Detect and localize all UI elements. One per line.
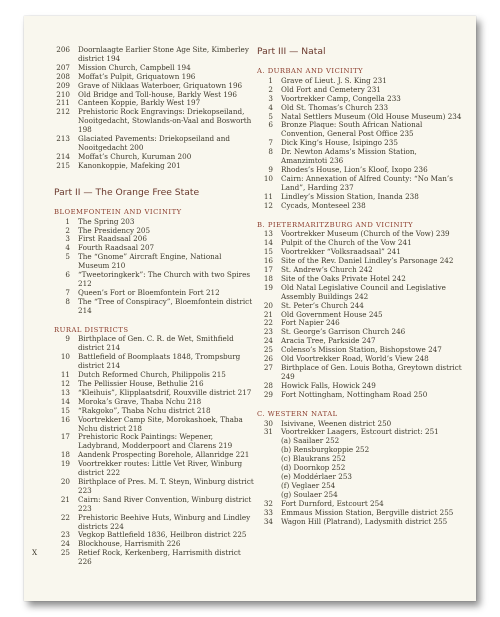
entry-text: Doornlaagte Earlier Stone Age Site, Kimberley district 194 — [78, 45, 249, 63]
entry-text: Queen’s Fort or Bloemfontein Fort 212 — [78, 287, 220, 297]
entry-number: 29 — [263, 389, 273, 399]
entry-number: 22 — [60, 512, 70, 522]
entry-number: 24 — [60, 539, 70, 549]
entry-text: Aracia Tree, Parkside 247 — [281, 336, 376, 346]
entry-number: 20 — [263, 300, 273, 310]
toc-entry — [257, 364, 462, 382]
entry-number: 210 — [56, 89, 70, 99]
entry-number: 24 — [263, 336, 273, 346]
entry-number: 12 — [263, 200, 273, 210]
entry-number: 21 — [263, 309, 273, 319]
entry-number: 209 — [56, 80, 70, 90]
entry-number: 16 — [263, 256, 273, 266]
entry-text: Fort Napier 246 — [281, 318, 340, 328]
spacer — [54, 171, 254, 187]
entry-number: 17 — [263, 265, 273, 275]
entry-number: 11 — [60, 370, 70, 380]
entry-text: Colenso’s Mission Station, Bishopstowe 247 — [281, 345, 442, 355]
entry-number: 7 — [65, 287, 70, 297]
toc-entry — [54, 416, 254, 434]
entry-text: Emmaus Mission Station, Bergville district 255 — [281, 507, 454, 517]
entry-number: 31 — [263, 427, 273, 437]
entry-number: 18 — [263, 273, 273, 283]
entry-number: 14 — [263, 238, 273, 248]
entry-text: The “Gnome” Aircraft Engine, National Museum 210 — [78, 252, 222, 271]
entry-number: 19 — [60, 459, 70, 469]
entry-number: 27 — [263, 363, 273, 372]
entry-text: Voortrekker Museum (Church of the Vow) 239 — [281, 229, 450, 239]
entry-text: Voortrekker Laagers, Estcourt district: 251 — [281, 427, 439, 437]
entry-number: 6 — [65, 270, 70, 280]
entry-number: 5 — [65, 252, 70, 262]
entry-text: Moffat’s Church, Kuruman 200 — [78, 151, 192, 161]
entry-number: 9 — [65, 334, 70, 344]
entry-number: 215 — [56, 160, 70, 170]
entry-text: Old St. Thomas’s Church 233 — [281, 102, 389, 112]
entry-number: 18 — [60, 450, 70, 460]
entry-text: St. Peter’s Church 244 — [281, 300, 364, 310]
entry-text: Old Natal Legislative Council and Legislative Assembly Buildings 242 — [281, 282, 446, 301]
spacer — [257, 211, 462, 217]
entry-text: Old Government House 245 — [281, 309, 383, 319]
entry-number: 1 — [268, 75, 273, 85]
entry-text: (a) Saailaer 252 — [281, 436, 340, 446]
entry-text: Prehistoric Rock Paintings: Wepener, Ladybrand, Modderpoort and Clarens 219 — [78, 432, 233, 451]
entry-number: 16 — [60, 414, 70, 424]
entry-number: 22 — [263, 318, 273, 328]
entry-number: 12 — [60, 379, 70, 388]
entry-number: 13 — [60, 387, 70, 397]
entry-text: Wagon Hill (Platrand), Ladysmith district 255 — [281, 516, 448, 526]
entry-number: 32 — [263, 498, 273, 508]
toc-entry — [257, 518, 462, 527]
entry-text: Glaciated Pavements: Driekopseiland and Nooitgedacht 200 — [78, 134, 230, 152]
entry-number: 8 — [65, 296, 70, 306]
entry-text: Cairn: Sand River Convention, Winburg district 223 — [78, 494, 252, 513]
entry-text: Prehistoric Rock Engravings: Driekopseiland, Nooitgedacht, Stowlands-on-Vaal and Bosworth 198 — [78, 107, 252, 135]
toc-entry — [54, 162, 254, 171]
toc-entry — [54, 514, 254, 532]
entry-number: 212 — [56, 107, 70, 117]
toc-entry — [54, 135, 254, 153]
entry-text: Blockhouse, Harrismith 226 — [78, 539, 181, 549]
toc-entry — [54, 108, 254, 135]
entry-number: 30 — [263, 418, 273, 428]
spacer — [54, 316, 254, 322]
entry-number: 25 — [263, 345, 273, 355]
entry-text: The Pellissier House, Bethulie 216 — [78, 379, 204, 388]
entry-number: 9 — [268, 164, 273, 174]
entry-text: Canteen Koppie, Barkly West 197 — [78, 98, 201, 108]
entry-number: 23 — [263, 327, 273, 337]
toc-entry — [54, 353, 254, 371]
entry-text: Voortrekker Camp Site, Morokashoek, Thaba Nchu district 218 — [78, 414, 243, 433]
entry-number: 20 — [60, 476, 70, 486]
entry-text: Birthplace of Gen. C. R. de Wet, Smithfield district 214 — [78, 334, 234, 353]
entry-text: Fort Durnford, Estcourt 254 — [281, 498, 384, 508]
section-title: C. WESTERN NATAL — [257, 409, 338, 418]
entry-number: 3 — [268, 93, 273, 103]
entry-number: 4 — [65, 243, 70, 253]
toc-entry — [54, 46, 254, 64]
entry-text: St. George’s Garrison Church 246 — [281, 327, 406, 337]
entry-number: 34 — [263, 516, 273, 526]
entry-text: Dick King’s House, Isipingo 235 — [281, 138, 398, 148]
entry-text: Rhodes’s House, Lion’s Kloof, Ixopo 236 — [281, 164, 428, 174]
entry-text: Dr. Newton Adams’s Mission Station, Amanzimtoti 236 — [281, 147, 417, 166]
toc-entry — [54, 335, 254, 353]
section-title: BLOEMFONTEIN AND VICINITY — [54, 207, 182, 216]
spacer — [257, 400, 462, 406]
entry-number: 5 — [268, 111, 273, 121]
margin-mark: X — [32, 548, 38, 558]
entry-text: (f) Veglaer 254 — [281, 480, 336, 490]
entry-text: Natal Settlers Museum (Old House Museum) 234 — [281, 111, 462, 121]
entry-text: St. Andrew’s Church 242 — [281, 265, 373, 275]
entry-text: The Presidency 205 — [78, 225, 151, 235]
entry-text: Birthplace of Gen. Louis Botha, Greytown district 249 — [281, 363, 462, 381]
entry-text: Site of the Rev. Daniel Lindley’s Parsonage 242 — [281, 256, 454, 266]
section-title: B. PIETERMARITZBURG AND VICINITY — [257, 220, 414, 229]
entry-text: Moroka’s Grave, Thaba Nchu 218 — [78, 396, 202, 406]
toc-entry — [257, 121, 462, 139]
entry-text: Dutch Reformed Church, Philippolis 215 — [78, 370, 226, 380]
entry-text: Birthplace of Pres. M. T. Steyn, Winburg district 223 — [78, 476, 254, 495]
toc-entry — [54, 460, 254, 478]
toc-entry — [54, 433, 254, 451]
entry-text: Fourth Raadsaal 207 — [78, 243, 155, 253]
entry-number: 13 — [263, 229, 273, 239]
entry-text: Cairn: Annexation of Alfred County: “No Man’s Land”, Harding 237 — [281, 173, 453, 192]
entry-text: Voortrekker Camp, Congella 233 — [281, 93, 401, 103]
toc-entry — [257, 148, 462, 166]
entry-number: 15 — [60, 405, 70, 415]
entry-text: Howick Falls, Howick 249 — [281, 380, 376, 390]
entry-text: Site of the Oaks Private Hotel 242 — [281, 273, 406, 283]
entry-number: 1 — [65, 216, 70, 226]
entry-text: Prehistoric Beehive Huts, Winburg and Lindley districts 224 — [78, 512, 251, 531]
entry-number: 33 — [263, 507, 273, 517]
entry-number: 211 — [56, 98, 70, 108]
entry-number: 17 — [60, 432, 70, 442]
entry-number: 26 — [263, 354, 273, 364]
entry-text: Fort Nottingham, Nottingham Road 250 — [281, 389, 428, 399]
section-title: A. DURBAN AND VICINITY — [257, 67, 364, 75]
entry-text: “Tweetoringkerk”: The Church with two Spires 212 — [78, 270, 251, 288]
left-column — [32, 45, 254, 567]
entry-text: Bronze Plaque: South African National Convention, General Post Office 235 — [281, 120, 423, 139]
entry-number: 2 — [65, 225, 70, 235]
entry-number: 208 — [56, 71, 70, 81]
entry-text: Pulpit of the Church of the Vow 241 — [281, 238, 412, 248]
part-title: Part III — Natal — [257, 46, 326, 57]
entry-number: 15 — [263, 247, 273, 257]
entry-number: 11 — [263, 191, 273, 201]
entry-text: Old Voortrekker Road, World’s View 248 — [281, 354, 429, 364]
section-title: RURAL DISTRICTS — [54, 325, 129, 334]
entry-text: Isivivane, Weenen district 250 — [281, 418, 392, 428]
entry-text: The “Tree of Conspiracy”, Bloemfontein district 214 — [78, 296, 253, 315]
entry-number: 2 — [268, 84, 273, 94]
entry-number: 21 — [60, 494, 70, 504]
entry-text: Retief Rock, Kerkenberg, Harrismith district 226 — [78, 548, 241, 567]
entry-number: 3 — [65, 234, 70, 244]
entry-text: Grave of Lieut. J. S. King 231 — [281, 75, 387, 85]
entry-number: 207 — [56, 62, 70, 72]
entry-text: (d) Doornkop 252 — [281, 463, 346, 473]
entry-number: 214 — [56, 151, 70, 161]
entry-number: 7 — [268, 138, 273, 148]
entry-number: 8 — [268, 147, 273, 157]
entry-number: 213 — [56, 134, 70, 144]
entry-text: Mission Church, Campbell 194 — [78, 62, 191, 72]
entry-text: Voortrekker routes: Little Vet River, Winburg district 222 — [78, 459, 243, 478]
entry-number: 19 — [263, 282, 273, 292]
toc-entry — [32, 548, 254, 567]
entry-number: 25 — [60, 548, 70, 558]
entry-text: Kanonkoppie, Mafeking 201 — [78, 160, 181, 170]
toc-entry — [54, 478, 254, 496]
entry-text: The Spring 203 — [78, 216, 135, 226]
right-column — [257, 46, 462, 526]
entry-text: (c) Blaukrans 252 — [281, 454, 346, 464]
entry-text: (e) Moddérlaer 253 — [281, 471, 353, 481]
entry-text: (g) Soulaer 254 — [281, 489, 338, 499]
entry-text: “Kleihuis”, Klipplaatsdrif, Rouxville district 217 — [78, 387, 252, 397]
entry-text: First Raadsaal 206 — [78, 234, 147, 244]
entry-text: Aandenk Prospecting Borehole, Allanridge 221 — [78, 450, 250, 460]
toc-entry — [54, 253, 254, 271]
entry-number: 4 — [268, 102, 273, 112]
entry-text: Old Bridge and Toll-house, Barkly West 196 — [78, 89, 237, 99]
entry-number: 6 — [268, 120, 273, 130]
toc-entry — [257, 175, 462, 193]
toc-entry — [54, 271, 254, 289]
toc-entry — [257, 391, 462, 400]
entry-number: 23 — [60, 530, 70, 540]
entry-text: Old Fort and Cemetery 231 — [281, 84, 381, 94]
entry-text: Voortrekker “Volksraadsaal” 241 — [281, 247, 401, 257]
entry-text: Cycads, Monteseel 238 — [281, 200, 366, 210]
part-title: Part II — The Orange Free State — [54, 186, 200, 198]
entry-text: Battlefield of Boomplaats 1848, Trompsburg district 214 — [78, 352, 241, 371]
entry-number: 206 — [56, 45, 70, 54]
entry-text: Grave of Niklaas Waterboer, Griquatown 196 — [78, 80, 243, 90]
entry-text: “Rakgoko”, Thaba Nchu district 218 — [78, 405, 211, 415]
entry-text: (b) Rensburgkoppie 252 — [281, 445, 370, 455]
toc-entry — [257, 284, 462, 302]
entry-number: 10 — [60, 352, 70, 362]
entry-number: 14 — [60, 396, 70, 406]
entry-text: Moffat’s Pulpit, Griquatown 196 — [78, 71, 196, 81]
book-page — [24, 16, 476, 601]
toc-entry — [54, 496, 254, 514]
entry-number: 28 — [263, 380, 273, 390]
toc-entry — [54, 298, 254, 316]
entry-text: Vegkop Battlefield 1836, Heilbron district 225 — [78, 530, 247, 540]
entry-text: Lindley’s Mission Station, Inanda 238 — [281, 191, 419, 201]
toc-entry — [257, 202, 462, 211]
entry-number: 10 — [263, 173, 273, 183]
